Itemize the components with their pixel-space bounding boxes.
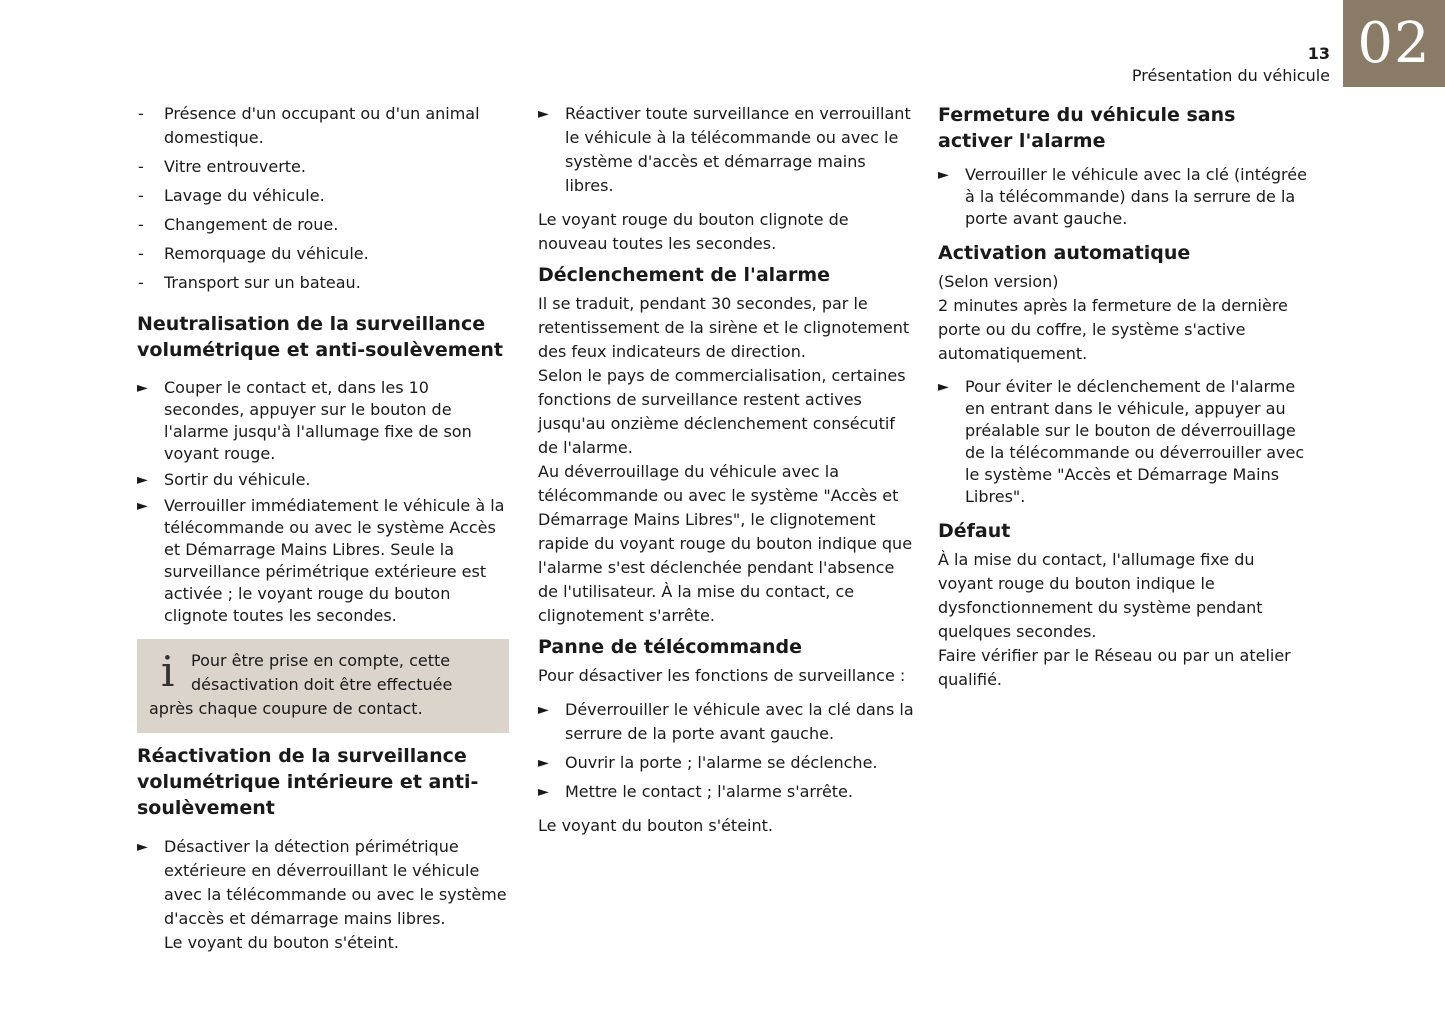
info-text-line: Pour être prise en compte, cette [191, 651, 451, 670]
arrow-icon: ► [538, 106, 549, 122]
paragraph: Il se traduit, pendant 30 secondes, par le retentissement de la sirène et le clignotement des feux indicateurs de direction. [538, 294, 910, 361]
arrow-icon: ► [938, 167, 949, 183]
step-item: ► Verrouiller le véhicule avec la clé (intégrée à la télécommande) dans la serrure de la porte avant gauche. [938, 165, 1307, 228]
arrow-icon: ► [538, 784, 549, 800]
arrow-icon: ► [137, 498, 148, 514]
section-title: Présentation du véhicule [1131, 66, 1330, 85]
list-item: - Changement de roue. [137, 213, 509, 237]
paragraph: Selon le pays de commercialisation, certaines fonctions de surveillance restent actives jusqu'au onzième déclenchement consécutif de l'alarme. [538, 366, 906, 457]
dash-marker: - [138, 273, 144, 292]
arrow-icon: ► [938, 379, 949, 395]
arrow-icon: ► [538, 755, 549, 771]
arrow-icon: ► [538, 702, 549, 718]
info-text-line: après chaque coupure de contact. [149, 699, 423, 718]
paragraph: À la mise du contact, l'allumage fixe du voyant rouge du bouton indique le dysfonctionnement du système pendant quelques secondes. [938, 550, 1263, 641]
heading-defaut: Défaut [938, 520, 1011, 542]
paragraph: Au déverrouillage du véhicule avec la télécommande ou avec le système "Accès et Démarrage Mains Libres", le clignotement rapide du voyant rouge du bouton indique que l'alarme s'est déclenchée pendant l'absence de l'utilisateur. À la mise du contact, ce clignotement s'arrête. [538, 462, 913, 625]
dash-marker: - [138, 157, 144, 176]
column-2 [538, 102, 914, 838]
heading-panne: Panne de télécommande [538, 636, 803, 658]
chapter-tab: 02 [1343, 0, 1445, 87]
list-item: - Transport sur un bateau. [137, 271, 509, 295]
step-item: ► Réactiver toute surveillance en verrouillant le véhicule à la télécommande ou avec le système d'accès et démarrage mains libres. [538, 104, 911, 195]
heading-declenchement: Déclenchement de l'alarme [538, 264, 831, 286]
heading-neutralisation: Neutralisation de la surveillance volumétrique et anti-soulèvement [137, 313, 504, 361]
paragraph: Faire vérifier par le Réseau ou par un atelier qualifié. [938, 646, 1291, 689]
arrow-icon: ► [137, 380, 148, 396]
column-1 [137, 102, 509, 955]
paragraph: Pour désactiver les fonctions de surveillance : [538, 666, 906, 685]
paragraph: Le voyant rouge du bouton clignote de nouveau toutes les secondes. [538, 210, 849, 253]
step-item: ► Sortir du véhicule. [137, 470, 311, 489]
step-item: ► Déverrouiller le véhicule avec la clé dans la serrure de la porte avant gauche. [538, 700, 914, 743]
heading-fermeture: Fermeture du véhicule sans activer l'alarme [938, 104, 1236, 152]
paragraph: 2 minutes après la fermeture de la dernière porte ou du coffre, le système s'active automatiquement. [938, 296, 1288, 363]
list-item: - Remorquage du véhicule. [137, 242, 509, 266]
step-item: ► Désactiver la détection périmétrique extérieure en déverrouillant le véhicule avec la télécommande ou avec le système d'accès et démarrage mains libres. Le voyant du bouton s'éteint. [137, 837, 507, 952]
list-item: - Présence d'un occupant ou d'un animal domestique. [138, 104, 480, 147]
dash-marker: - [138, 244, 144, 263]
step-item: ► Pour éviter le déclenchement de l'alarme en entrant dans le véhicule, appuyer au préalable sur le bouton de déverrouillage de la télécommande ou déverrouiller avec le système "Accès et Démarrage Mains Libres". [938, 377, 1305, 506]
info-box [137, 639, 509, 733]
step-item: ► Verrouiller immédiatement le véhicule à la télécommande ou avec le système Accès et Démarrage Mains Libres. Seule la surveillance périmétrique extérieure est activée ; le voyant rouge du bouton clignote toutes les secondes. [137, 496, 505, 625]
page-number: 13 [1307, 44, 1330, 63]
list-item: - Lavage du véhicule. [137, 184, 509, 208]
arrow-icon: ► [137, 472, 148, 488]
step-item: ► Mettre le contact ; l'alarme s'arrête. [538, 780, 914, 804]
arrow-icon: ► [137, 839, 148, 855]
info-text-line: désactivation doit être effectuée [191, 675, 453, 694]
dash-marker: - [138, 215, 144, 234]
step-item: ► Ouvrir la porte ; l'alarme se déclenche. [538, 751, 914, 775]
column-3 [938, 102, 1308, 692]
paragraph: (Selon version) [938, 272, 1059, 291]
dash-marker: - [138, 186, 144, 205]
info-icon: i [161, 647, 175, 696]
list-item: - Vitre entrouverte. [137, 155, 509, 179]
paragraph: Le voyant du bouton s'éteint. [538, 816, 773, 835]
heading-reactivation: Réactivation de la surveillance volumétrique intérieure et anti-soulèvement [137, 745, 479, 819]
step-item: ► Couper le contact et, dans les 10 secondes, appuyer sur le bouton de l'alarme jusqu'à l'allumage fixe de son voyant rouge. [137, 378, 472, 463]
heading-activation: Activation automatique [938, 242, 1191, 264]
dash-marker: - [138, 104, 144, 123]
